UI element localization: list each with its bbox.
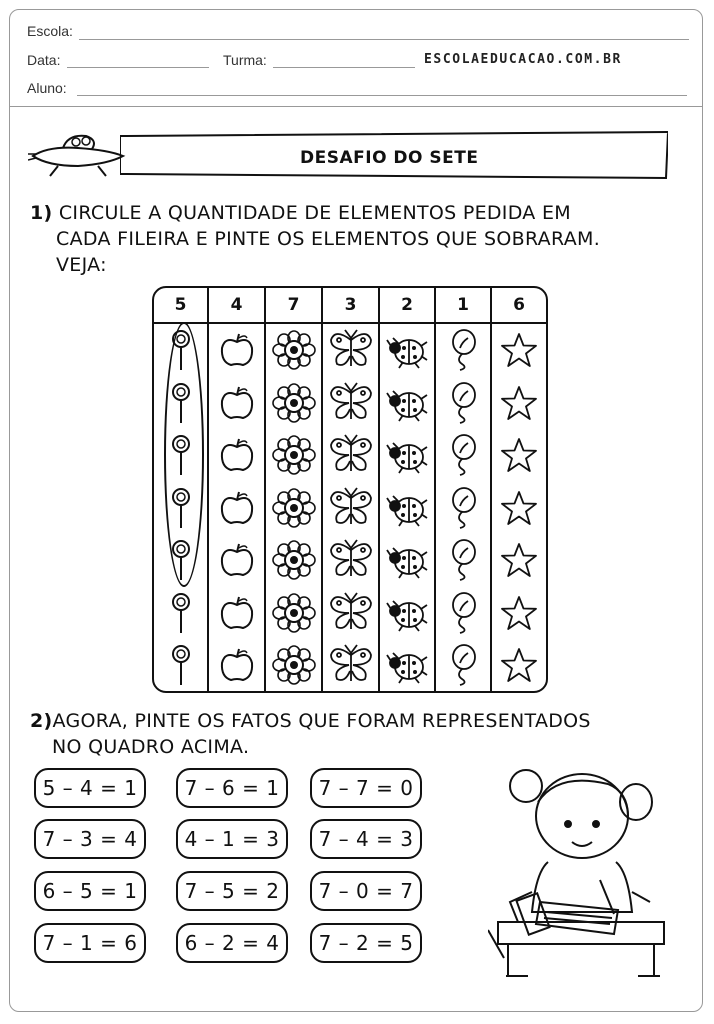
apple-icon[interactable] [209,377,264,429]
apple-icon[interactable] [209,324,264,376]
balloon-icon[interactable] [436,482,490,534]
grid-column [436,288,492,691]
column-header: 6 [492,288,546,324]
apple-icon[interactable] [209,482,264,534]
equation-box[interactable]: 7 – 1 = 6 [34,923,146,963]
equation-box[interactable]: 7 – 2 = 5 [310,923,422,963]
star-icon[interactable] [492,429,546,481]
apple-icon[interactable] [209,429,264,481]
flower-icon[interactable] [266,534,321,586]
ladybug-icon[interactable] [380,639,434,691]
flower-icon[interactable] [266,324,321,376]
butterfly-icon[interactable] [323,639,378,691]
school-label: Escola: [27,23,73,39]
equation-box[interactable]: 7 – 6 = 1 [176,768,288,808]
butterfly-icon[interactable] [323,482,378,534]
grid-column [266,288,323,691]
star-icon[interactable] [492,587,546,639]
star-icon[interactable] [492,324,546,376]
lollipop-icon[interactable] [154,587,207,639]
question-2-line-2: NO QUADRO ACIMA. [52,736,250,758]
date-line [67,67,209,68]
column-header: 3 [323,288,378,324]
flower-icon[interactable] [266,587,321,639]
student-label: Aluno: [27,80,67,96]
circled-group [164,322,204,587]
equation-box[interactable]: 5 – 4 = 1 [34,768,146,808]
star-icon[interactable] [492,482,546,534]
airplane-icon [28,128,128,178]
butterfly-icon[interactable] [323,587,378,639]
ladybug-icon[interactable] [380,429,434,481]
girl-writing-illustration [488,762,670,980]
ladybug-icon[interactable] [380,324,434,376]
equation-box[interactable]: 7 – 4 = 3 [310,819,422,859]
equation-box[interactable]: 6 – 5 = 1 [34,871,146,911]
column-header: 5 [154,288,207,324]
site-url: ESCOLAEDUCACAO.COM.BR [424,52,622,67]
column-header: 1 [436,288,490,324]
class-line [273,67,415,68]
column-header: 4 [209,288,264,324]
balloon-icon[interactable] [436,534,490,586]
student-line [77,95,687,96]
ladybug-icon[interactable] [380,587,434,639]
balloon-icon[interactable] [436,377,490,429]
grid-column [380,288,436,691]
balloon-icon[interactable] [436,324,490,376]
star-icon[interactable] [492,377,546,429]
equation-box[interactable]: 7 – 0 = 7 [310,871,422,911]
butterfly-icon[interactable] [323,534,378,586]
grid-column [209,288,266,691]
flower-icon[interactable] [266,482,321,534]
balloon-icon[interactable] [436,639,490,691]
question-2 [30,708,591,760]
flower-icon[interactable] [266,639,321,691]
apple-icon[interactable] [209,534,264,586]
question-1-number: 1) [30,202,53,224]
class-label: Turma: [223,52,267,68]
ladybug-icon[interactable] [380,482,434,534]
butterfly-icon[interactable] [323,377,378,429]
elements-grid [152,286,548,693]
equation-box[interactable]: 7 – 3 = 4 [34,819,146,859]
equation-box[interactable]: 7 – 7 = 0 [310,768,422,808]
question-1-line-1: CIRCULE A QUANTIDADE DE ELEMENTOS PEDIDA EM [58,202,571,224]
star-icon[interactable] [492,639,546,691]
column-header: 7 [266,288,321,324]
grid-column [492,288,546,691]
grid-column [323,288,380,691]
butterfly-icon[interactable] [323,324,378,376]
balloon-icon[interactable] [436,429,490,481]
question-2-number: 2) [30,710,53,732]
balloon-icon[interactable] [436,587,490,639]
equation-box[interactable]: 4 – 1 = 3 [176,819,288,859]
column-header: 2 [380,288,434,324]
lollipop-icon[interactable] [154,639,207,691]
apple-icon[interactable] [209,639,264,691]
star-icon[interactable] [492,534,546,586]
question-1-line-2: CADA FILEIRA E PINTE OS ELEMENTOS QUE SOBRARAM. [56,228,601,250]
apple-icon[interactable] [209,587,264,639]
page-title: DESAFIO DO SETE [300,148,479,168]
flower-icon[interactable] [266,429,321,481]
ladybug-icon[interactable] [380,377,434,429]
ladybug-icon[interactable] [380,534,434,586]
school-line [79,39,689,40]
question-1-line-3: VEJA: [56,254,107,276]
date-label: Data: [27,52,61,68]
butterfly-icon[interactable] [323,429,378,481]
equation-box[interactable]: 7 – 5 = 2 [176,871,288,911]
question-1 [30,200,600,278]
flower-icon[interactable] [266,377,321,429]
question-2-line-1: AGORA, PINTE OS FATOS QUE FORAM REPRESENTADOS [52,710,591,732]
equation-box[interactable]: 6 – 2 = 4 [176,923,288,963]
